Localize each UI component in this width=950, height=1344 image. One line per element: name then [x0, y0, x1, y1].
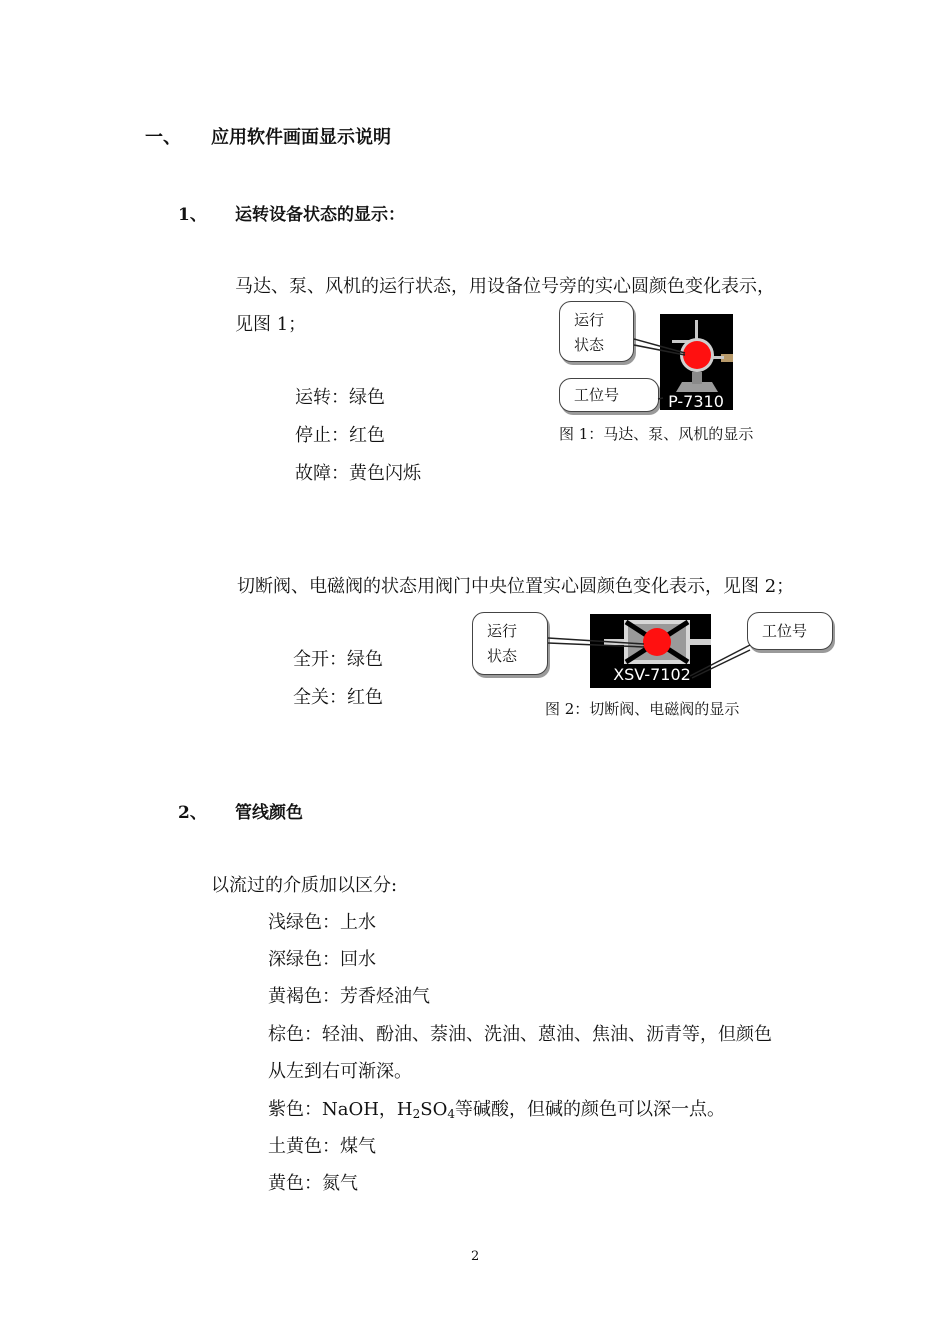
pump-icon [630, 312, 738, 412]
callout-text: 运行 [487, 622, 518, 640]
subsection-number: 1、 [178, 205, 207, 225]
list-item-text: 等碱酸，但碱的颜色可以深一点。 [455, 1099, 726, 1120]
callout-text: 工位号 [574, 386, 620, 404]
section-title: 应用软件画面显示说明 [211, 127, 391, 148]
callout-run-state [472, 612, 548, 675]
figure-caption: 图 1：马达、泵、风机的显示 [559, 425, 754, 443]
paragraph-line: 马达、泵、风机的运行状态，用设备位号旁的实心圆颜色变化表示， [235, 276, 775, 297]
status-dot [683, 341, 711, 369]
list-item: 浅绿色：上水 [268, 912, 376, 933]
callout-tag [747, 612, 833, 650]
callout-text: 状态 [574, 336, 605, 354]
list-item: 黄色：氮气 [268, 1173, 358, 1194]
state-item: 全关：红色 [293, 687, 383, 708]
section-number: 一、 [145, 127, 181, 148]
list-item-text: 紫色：NaOH，H [268, 1099, 413, 1120]
status-dot [643, 628, 671, 656]
state-item: 故障：黄色闪烁 [295, 463, 421, 484]
device-tag: XSV-7102 [613, 665, 691, 684]
list-item [268, 1095, 725, 1121]
state-item: 全开：绿色 [293, 649, 383, 670]
state-item: 运转：绿色 [295, 387, 385, 408]
subsection-number: 2、 [178, 803, 207, 823]
list-item: 土黄色：煤气 [268, 1136, 376, 1157]
subsection-title: 管线颜色 [235, 803, 303, 823]
page-number: 2 [471, 1249, 480, 1264]
paragraph-line: 见图 1； [235, 314, 307, 335]
valve-icon [540, 612, 755, 688]
list-item: 深绿色：回水 [268, 949, 376, 970]
list-item: 黄褐色：芳香烃油气 [268, 986, 430, 1007]
callout-text: 运行 [574, 311, 605, 329]
subscript: 4 [447, 1107, 456, 1121]
callout-run-state [559, 301, 634, 362]
list-item: 棕色：轻油、酚油、萘油、洗油、蒽油、焦油、沥青等，但颜色 [268, 1024, 772, 1045]
callout-text: 状态 [487, 647, 518, 665]
device-tag: P-7310 [668, 392, 724, 411]
state-item: 停止：红色 [295, 425, 385, 446]
list-item-text: SO [420, 1099, 448, 1120]
paragraph-line: 切断阀、电磁阀的状态用阀门中央位置实心圆颜色变化表示，见图 2； [237, 576, 795, 597]
list-item: 从左到右可渐深。 [268, 1061, 412, 1082]
subscript: 2 [412, 1107, 421, 1121]
callout-text: 工位号 [762, 622, 808, 640]
subsection-title: 运转设备状态的显示： [235, 205, 405, 225]
paragraph-line: 以流过的介质加以区分: [211, 875, 398, 896]
figure-caption: 图 2：切断阀、电磁阀的显示 [545, 700, 740, 718]
